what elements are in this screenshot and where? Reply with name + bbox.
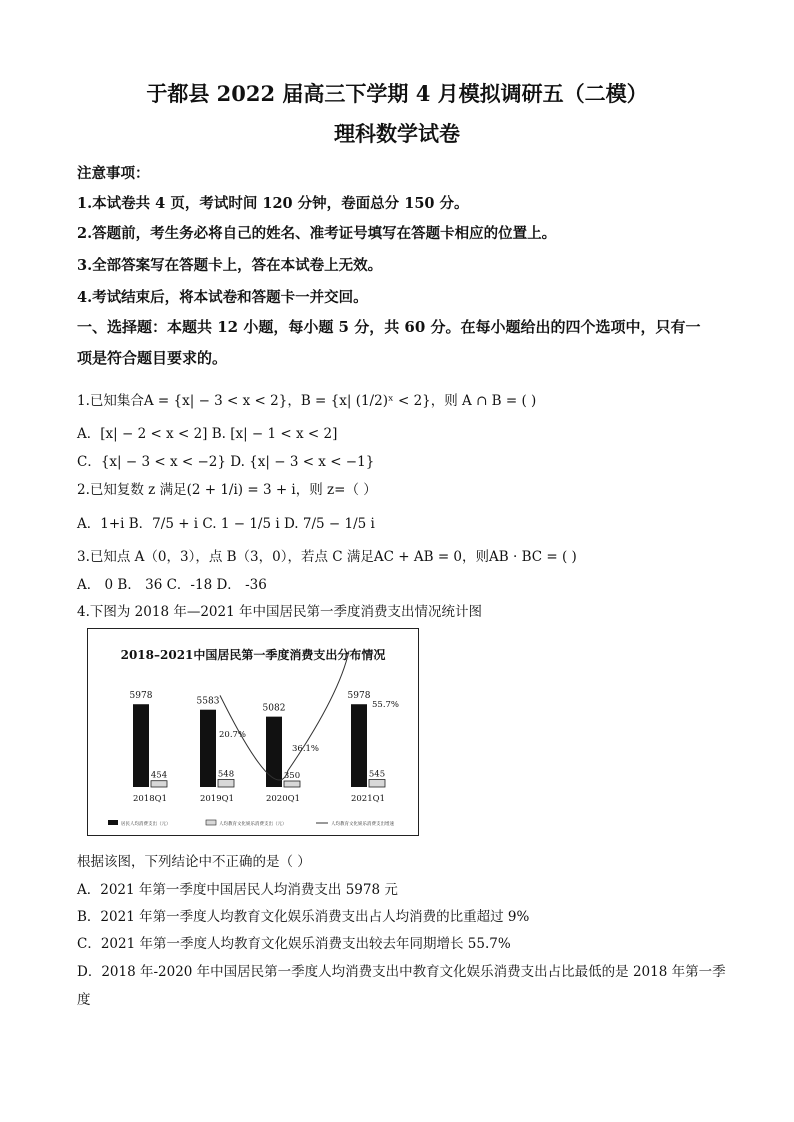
bar-consumption-2020Q1	[266, 717, 282, 787]
bar-label-consumption-2018Q1: 5978	[129, 691, 153, 702]
bar-label-consumption-2021Q1: 5978	[347, 691, 371, 702]
question-3-stem: 3.已知点 A（0，3），点 B（3，0），若点 C 满足AC + AB = 0，则AB · BC = ( )	[77, 549, 577, 565]
question-4-stem: 4.下图为 2018 年—2021 年中国居民第一季度消费支出情况统计图	[77, 604, 482, 620]
bar-education-2018Q1	[151, 781, 167, 787]
bar-consumption-2018Q1	[133, 704, 149, 787]
question-4-option-d: D．2018 年-2020 年中国居民第一季度人均消费支出中教育文化娱乐消费支出占比最低的是 2018 年第一季	[77, 964, 726, 980]
bar-label-education-2019Q1: 548	[217, 769, 235, 780]
tick-label-2020Q1: 2020Q1	[265, 794, 301, 804]
note-item: 3.全部答案写在答题卡上，答在本试卷上无效。	[77, 257, 383, 274]
question-1-options-ab: A．[x| − 2 < x < 2] B. [x| − 1 < x < 2]	[77, 426, 338, 442]
legend-swatch-education	[206, 820, 216, 825]
question-4-prompt: 根据该图，下列结论中不正确的是（ ）	[77, 854, 311, 870]
section-heading-line2: 项是符合题目要求的。	[77, 349, 228, 367]
bar-label-consumption-2019Q1: 5583	[196, 696, 220, 707]
question-4-option-b: B．2021 年第一季度人均教育文化娱乐消费支出占人均消费的比重超过 9%	[77, 909, 530, 925]
growth-line	[217, 651, 349, 780]
bar-consumption-2021Q1	[351, 704, 367, 787]
bar-label-consumption-2020Q1: 5082	[262, 703, 286, 714]
legend-label-education: 人均教育文化娱乐消费支出（元）	[219, 822, 287, 827]
growth-label-2020Q1: 36.1%	[292, 744, 320, 754]
bar-education-2020Q1	[284, 781, 300, 787]
question-1-options-cd: C．{x| − 3 < x < −2} D. {x| − 3 < x < −1}	[77, 454, 375, 470]
question-4-option-d-cont: 度	[77, 992, 91, 1008]
tick-label-2019Q1: 2019Q1	[199, 794, 235, 804]
bar-consumption-2019Q1	[200, 710, 216, 787]
notes-heading: 注意事项：	[77, 165, 150, 182]
bar-chart	[88, 629, 418, 835]
legend-label-consumption: 居民人均消费支出（元）	[121, 822, 171, 827]
tick-label-2021Q1: 2021Q1	[350, 794, 386, 804]
question-2-stem: 2.已知复数 z 满足(2 + 1/i) = 3 + i，则 z=（ ）	[77, 482, 377, 498]
bar-label-education-2018Q1: 454	[150, 770, 168, 781]
question-3-options: A． 0 B． 36 C．-18 D． -36	[77, 577, 267, 593]
bar-education-2021Q1	[369, 779, 385, 787]
question-1-stem: 1.已知集合A = {x| − 3 < x < 2}，B = {x| (1/2)ˣ < 2}，则 A ∩ B = ( )	[77, 393, 537, 409]
chart-frame	[87, 628, 419, 836]
bar-label-education-2020Q1: 350	[283, 771, 301, 781]
legend-label-growth: 人均教育文化娱乐消费支出增速	[331, 822, 394, 827]
growth-label-2019Q1: 20.7%	[219, 730, 247, 740]
page-title-line2: 理科数学试卷	[334, 121, 460, 146]
section-heading-line1: 一、选择题：本题共 12 小题，每小题 5 分，共 60 分。在每小题给出的四个选项中，只有一	[77, 318, 701, 336]
question-2-options: A．1+i B．7/5 + i C. 1 − 1/5 i D. 7/5 − 1/5 i	[77, 516, 375, 532]
page-title-line1: 于都县 2022 届高三下学期 4 月模拟调研五（二模）	[146, 81, 648, 106]
note-item: 2.答题前，考生务必将自己的姓名、准考证号填写在答题卡相应的位置上。	[77, 225, 557, 242]
bar-education-2019Q1	[218, 779, 234, 787]
bar-label-education-2021Q1: 545	[368, 769, 386, 780]
chart-title: 2018–2021中国居民第一季度消费支出分布情况	[120, 648, 386, 662]
question-4-option-c: C．2021 年第一季度人均教育文化娱乐消费支出较去年同期增长 55.7%	[77, 936, 511, 952]
legend-swatch-consumption	[108, 820, 118, 825]
note-item: 4.考试结束后，将本试卷和答题卡一并交回。	[77, 289, 368, 306]
question-4-option-a: A．2021 年第一季度中国居民人均消费支出 5978 元	[77, 882, 398, 898]
growth-label-2021Q1: 55.7%	[372, 700, 400, 710]
tick-label-2018Q1: 2018Q1	[132, 794, 168, 804]
note-item: 1.本试卷共 4 页，考试时间 120 分钟，卷面总分 150 分。	[77, 195, 469, 212]
